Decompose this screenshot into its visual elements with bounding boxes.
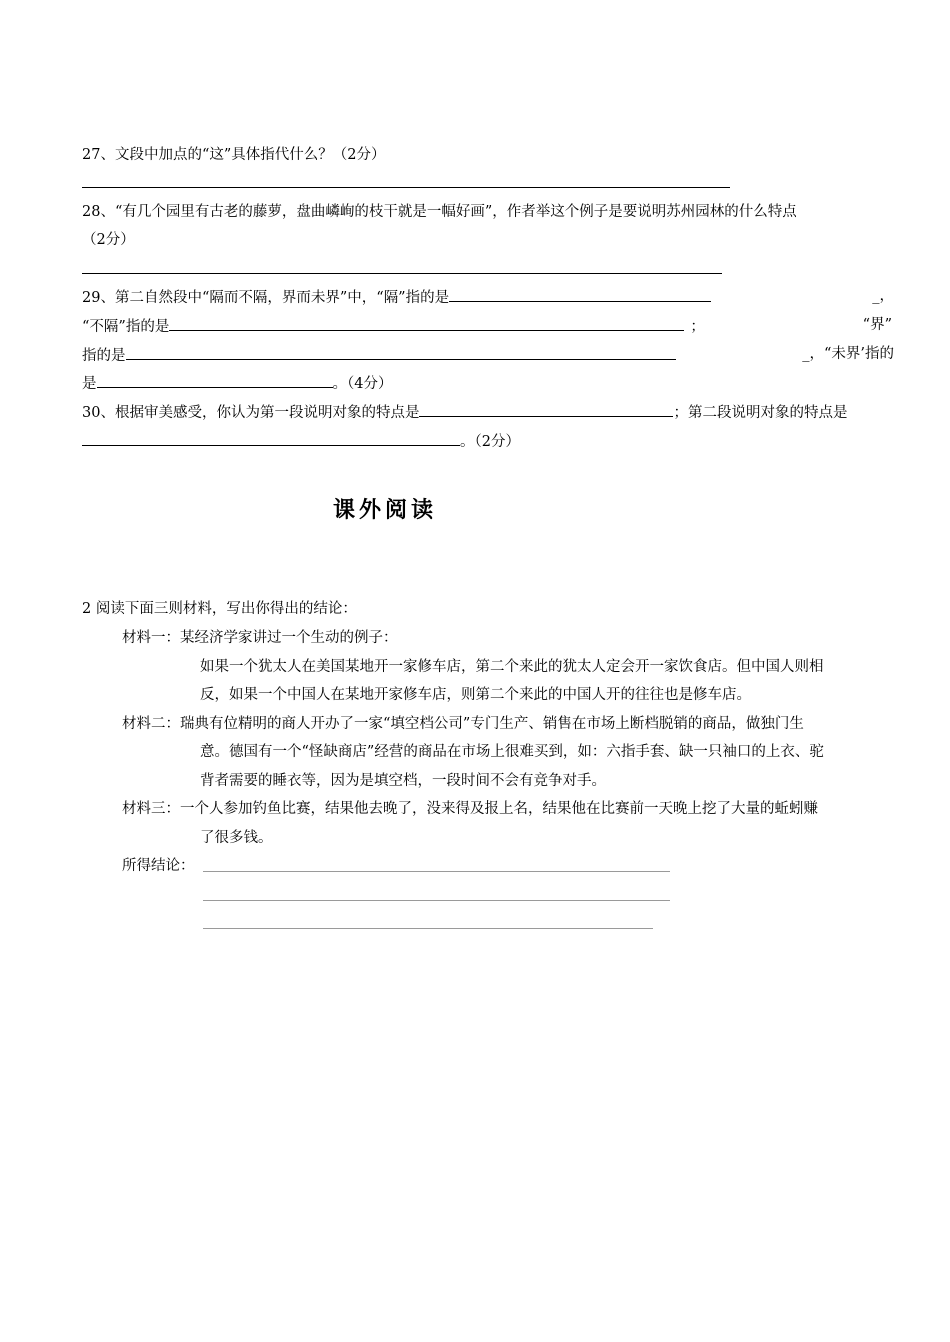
material-2-line3: 背者需要的睡衣等，因为是填空档，一段时间不会有竞争对手。 [200, 773, 606, 789]
material-1-label: 材料一：某经济学家讲过一个生动的例子： [122, 630, 398, 646]
question-28: 28、“有几个园里有古老的藤萝，盘曲嶙峋的枝干就是一幅好画”，作者举这个例子是要说明苏州园林的什么特点 [82, 204, 797, 220]
question-29-line1 [82, 287, 711, 307]
q29-text-weijie: _，“未界’指的 [802, 346, 894, 362]
q29-text-zhideshi: 指的是 [82, 348, 126, 364]
material-1-line2: 反，如果一个中国人在某地开家修车店，则第二个来此的中国人开的往往也是修车店。 [200, 687, 751, 703]
q29-text-ge: 29、第二自然段中“隔而不隔，界而未界”中，“隔”指的是 [82, 290, 450, 306]
material-3-line2: 了很多钱。 [200, 830, 273, 846]
q30-score: 。（2分） [460, 434, 520, 450]
q29-score: 。（4分） [332, 376, 393, 392]
question-29-line4 [82, 373, 392, 393]
q29-semicolon: ； [690, 319, 705, 335]
q29-line1-tail: _， [872, 288, 894, 304]
blank-ge[interactable] [449, 287, 711, 302]
conclusion-line-1[interactable] [203, 871, 670, 872]
answer-line-27[interactable] [82, 187, 730, 188]
blank-weijie[interactable] [97, 373, 333, 388]
conclusion-line-3[interactable] [203, 928, 653, 929]
conclusion-label: 所得结论： [122, 858, 195, 874]
q30-text-first: 30、根据审美感受，你认为第一段说明对象的特点是 [82, 405, 420, 421]
question-28-score: （2分） [82, 232, 135, 248]
material-2-line1: 材料二：瑞典有位精明的商人开办了一家“填空档公司”专门生产、销售在市场上断档脱销的商品，做独门生 [122, 716, 804, 732]
blank-first-paragraph[interactable] [419, 402, 673, 417]
blank-buge[interactable] [169, 316, 684, 331]
question-29-line2 [82, 316, 705, 336]
material-1-line1: 如果一个犹太人在美国某地开一家修车店，第二个来此的犹太人定会开一家饮食店。但中国人则相 [200, 659, 824, 675]
material-2-line2: 意。德国有一个“怪缺商店”经营的商品在市场上很难买到，如：六指手套、缺一只袖口的上衣、驼 [200, 744, 824, 760]
question-30-line2 [82, 431, 520, 451]
answer-line-28[interactable] [82, 273, 722, 274]
q30-text-second: ；第二段说明对象的特点是 [673, 405, 848, 421]
question-29-line3 [82, 345, 676, 365]
q29-text-jie: “界” [862, 317, 892, 333]
q29-text-buge: “不隔”指的是 [82, 319, 170, 335]
q29-text-shi: 是 [82, 376, 97, 392]
conclusion-line-2[interactable] [203, 900, 670, 901]
material-3-line1: 材料三：一个人参加钓鱼比赛，结果他去晚了，没来得及报上名，结果他在比赛前一天晚上挖了大量的蚯蚓赚 [122, 801, 818, 817]
blank-jie[interactable] [126, 345, 676, 360]
section-title: 课外阅读 [332, 497, 437, 523]
blank-second-paragraph[interactable] [82, 431, 460, 446]
question-30-line1 [82, 402, 847, 422]
question-27: 27、文段中加点的“这”具体指代什么？（2分） [82, 147, 386, 163]
reading-intro: 2 阅读下面三则材料，写出你得出的结论： [82, 601, 357, 617]
